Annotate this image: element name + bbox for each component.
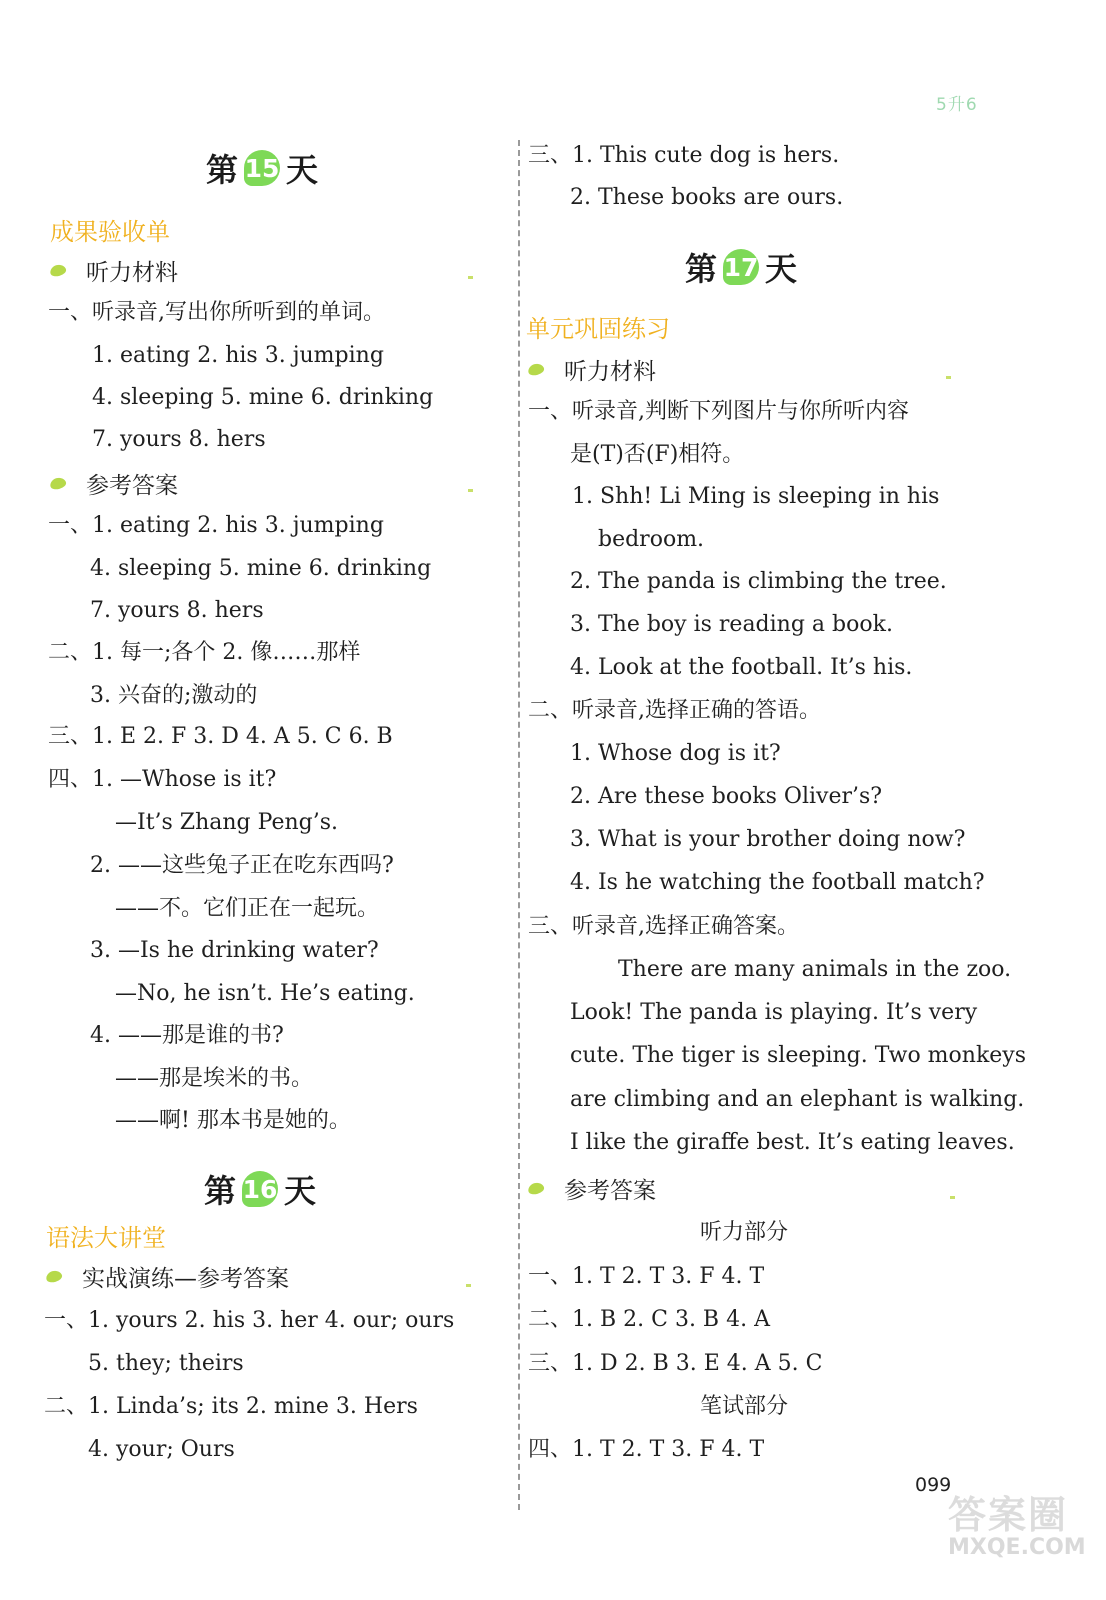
decor-dot [468,489,473,492]
text-line: 一、听录音,判断下列图片与你所听内容 [528,399,909,424]
watermark-site: MXQE.COM [948,1535,1086,1560]
text-line: ——那是埃米的书。 [115,1066,314,1091]
text-line: 3. What is your brother doing now? [570,827,966,852]
text-line: 4. your; Ours [88,1437,235,1462]
text-line: I like the giraffe best. It’s eating leaves. [570,1130,1015,1155]
day-15-heading: 第 15 天 [206,151,319,189]
text-line: 4. Is he watching the football match? [570,870,985,895]
text-line: 三、听录音,选择正确答案。 [528,914,799,939]
listening-part-label: 听力部分 [700,1220,789,1245]
grade-tag: 5升6 [936,95,978,115]
section-title-result: 成果验收单 [50,218,170,246]
section-title-unit: 单元巩固练习 [526,315,670,343]
text-line: 2. These books are ours. [570,185,844,210]
text-line: 3. The boy is reading a book. [570,612,893,637]
text-line: 一、1. eating 2. his 3. jumping [48,513,384,538]
day-number-badge: 17 [723,249,759,285]
text-line: 三、1. This cute dog is hers. [528,143,840,168]
text-line: 1. eating 2. his 3. jumping [92,343,384,368]
text-line: cute. The tiger is sleeping. Two monkeys [570,1043,1027,1068]
text-line: 二、1. 每一;各个 2. 像……那样 [48,640,361,665]
text-line: 二、听录音,选择正确的答语。 [528,698,821,723]
watermark [948,1484,1086,1560]
leaf-icon [527,1181,545,1196]
text-line: 4. sleeping 5. mine 6. drinking [90,556,432,581]
day-number-badge: 16 [242,1171,278,1207]
text-line: Look! The panda is playing. It’s very [570,1000,978,1025]
text-line: ——不。它们正在一起玩。 [115,896,380,921]
page-number: 099 [915,1474,952,1496]
text-line: 2. Are these books Oliver’s? [570,784,883,809]
text-line: 4. Look at the football. It’s his. [570,655,913,680]
day-16-heading: 第 16 天 [204,1172,317,1210]
leaf-icon [49,263,67,278]
text-line: 2. ——这些兔子正在吃东西吗? [90,853,394,878]
leaf-icon [49,476,67,491]
text-line: bedroom. [598,527,705,552]
text-line: 3. —Is he drinking water? [90,938,379,963]
text-line: 5. they; theirs [88,1351,244,1376]
text-line: 三、1. D 2. B 3. E 4. A 5. C [528,1351,823,1376]
text-line: There are many animals in the zoo. [618,957,1012,982]
text-line: 一、1. yours 2. his 3. her 4. our; ours [44,1308,455,1333]
text-line: 四、1. —Whose is it? [48,767,277,792]
text-line: 三、1. E 2. F 3. D 4. A 5. C 6. B [48,724,393,749]
text-line: 1. Shh! Li Ming is sleeping in his [572,484,940,509]
subheading-practice: 实战演练—参考答案 [46,1260,289,1293]
text-line: —No, he isn’t. He’s eating. [115,981,415,1006]
subheading-listening: 听力材料 [50,254,178,287]
column-divider [518,140,520,1510]
text-line: 4. sleeping 5. mine 6. drinking [92,385,434,410]
writing-part-label: 笔试部分 [700,1394,789,1419]
text-line: 一、听录音,写出你所听到的单词。 [48,300,385,325]
decor-dot [466,1284,471,1287]
decor-dot [946,376,951,379]
subheading-answers: 参考答案 [50,467,178,500]
text-line: are climbing and an elephant is walking. [570,1087,1025,1112]
subheading-answers: 参考答案 [528,1172,656,1205]
text-line: 二、1. B 2. C 3. B 4. A [528,1307,770,1332]
text-line: 4. ——那是谁的书? [90,1023,284,1048]
text-line: 7. yours 8. hers [92,427,266,452]
text-line: ——啊! 那本书是她的。 [115,1108,351,1133]
subheading-listening: 听力材料 [528,353,656,386]
text-line: —It’s Zhang Peng’s. [115,810,338,835]
day-17-heading: 第 17 天 [685,250,798,288]
leaf-icon [527,362,545,377]
text-line: 7. yours 8. hers [90,598,264,623]
text-line: 四、1. T 2. T 3. F 4. T [528,1437,765,1462]
text-line: 是(T)否(F)相符。 [570,442,745,467]
text-line: 一、1. T 2. T 3. F 4. T [528,1264,765,1289]
text-line: 二、1. Linda’s; its 2. mine 3. Hers [44,1394,418,1419]
text-line: 3. 兴奋的;激动的 [90,683,258,708]
decor-dot [950,1196,955,1199]
text-line: 1. Whose dog is it? [570,741,781,766]
decor-dot [468,276,473,279]
leaf-icon [45,1269,63,1284]
day-number-badge: 15 [244,150,280,186]
text-line: 2. The panda is climbing the tree. [570,569,947,594]
section-title-grammar: 语法大讲堂 [46,1224,166,1252]
watermark-logo: 答案圈 [948,1493,1069,1537]
